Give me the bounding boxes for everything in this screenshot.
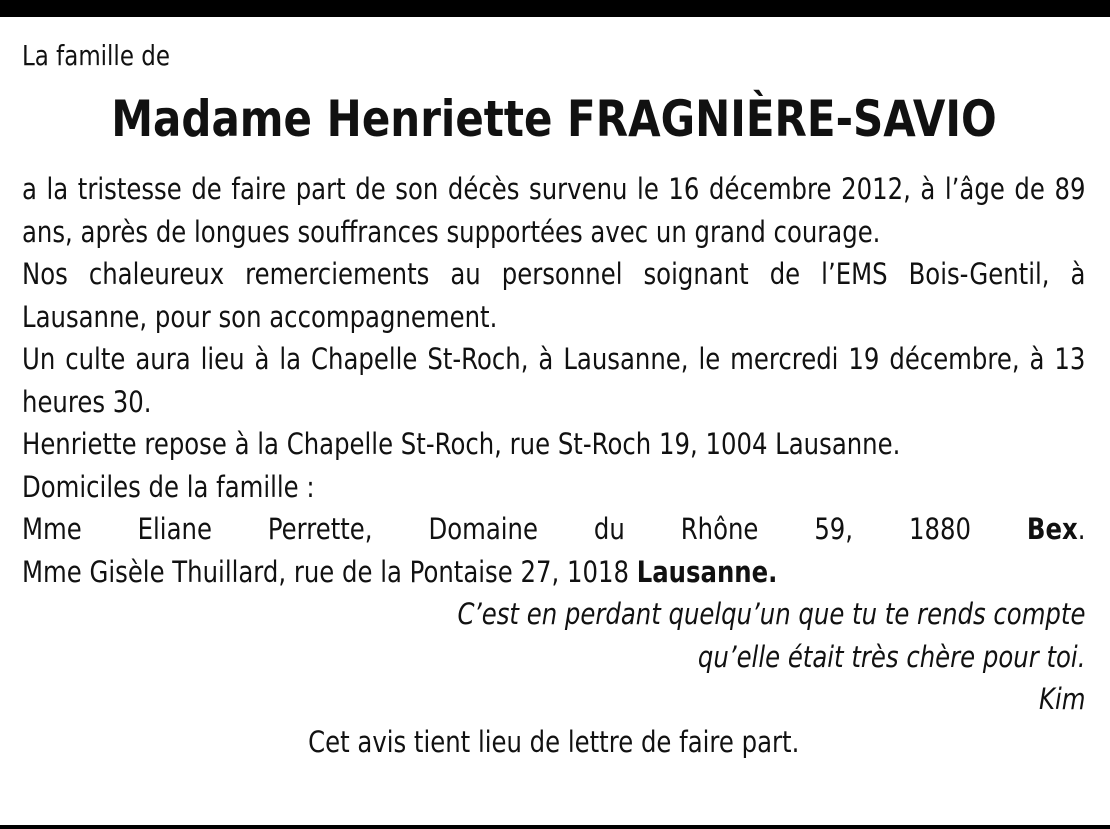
quote-line-1: C’est en perdant quelqu’un que tu te rends compte	[457, 597, 1086, 631]
intro-line: La famille de	[22, 39, 170, 72]
announcement-paragraph: a la tristesse de faire part de son décès survenu le 16 décembre 2012, à l’âge de 89 ans, après de longues souffrances supportées avec un grand courage.	[22, 172, 1086, 249]
service-paragraph: Un culte aura lieu à la Chapelle St-Roch, à Lausanne, le mercredi 19 décembre, à 13 heures 30.	[22, 342, 1086, 419]
quote-author: Kim	[1038, 682, 1086, 716]
address-line-1	[22, 508, 1085, 551]
address-1-city: Bex	[1026, 512, 1078, 546]
obituary-notice	[22, 36, 1086, 763]
repose-paragraph: Henriette repose à la Chapelle St-Roch, rue St-Roch 19, 1004 Lausanne.	[22, 427, 901, 461]
address-1-end: .	[1077, 512, 1086, 546]
address-2-text: Mme Gisèle Thuillard, rue de la Pontaise 27, 1018	[22, 554, 637, 589]
address-1-text: Mme Eliane Perrette, Domaine du Rhône 59, 1880	[22, 512, 1027, 546]
bottom-border-rule	[0, 825, 1110, 829]
thanks-paragraph: Nos chaleureux remerciements au personnel soignant de l’EMS Bois-Gentil, à Lausanne, pour son accompagnement.	[22, 257, 1086, 334]
address-line-2	[22, 551, 1085, 594]
top-border-rule	[0, 0, 1110, 17]
closing-line: Cet avis tient lieu de lettre de faire part.	[308, 724, 800, 759]
address-2-city: Lausanne.	[636, 554, 778, 589]
notice-body	[22, 168, 1086, 763]
domiciles-label: Domiciles de la famille :	[22, 469, 315, 504]
quote-line-2: qu’elle était très chère pour toi.	[697, 639, 1086, 674]
deceased-name: Madame Henriette FRAGNIÈRE-SAVIO	[111, 90, 997, 148]
body-squeeze-wrapper	[22, 168, 1085, 763]
